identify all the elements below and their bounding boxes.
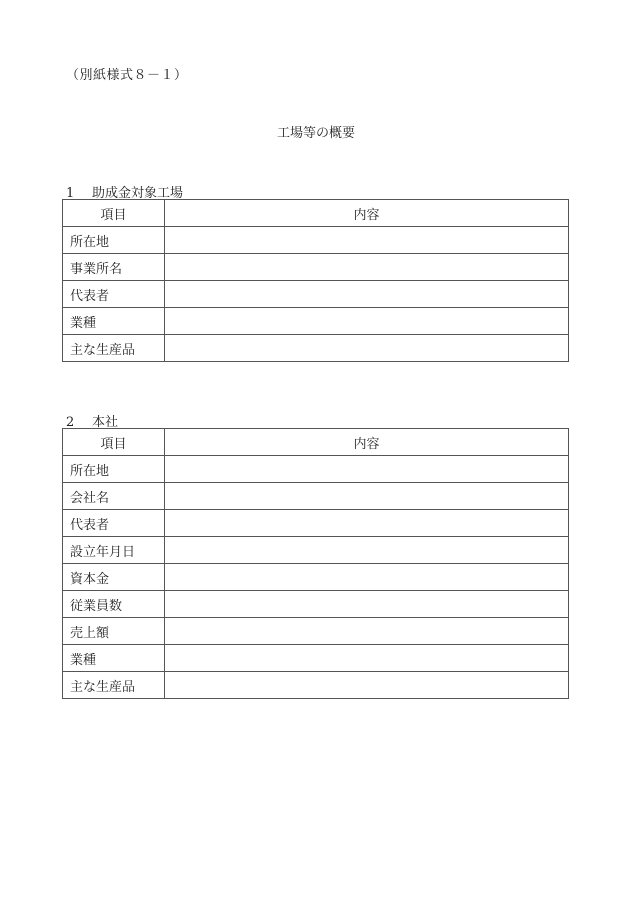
table-header-row: [63, 200, 569, 227]
row-label: 代表者: [63, 510, 165, 537]
column-header-item: 項目: [63, 429, 165, 456]
row-label: 事業所名: [63, 254, 165, 281]
column-header-content: 内容: [165, 200, 569, 227]
row-label: 業種: [63, 645, 165, 672]
table-row: [63, 564, 569, 591]
row-value-cell[interactable]: [165, 645, 569, 672]
table-row: [63, 254, 569, 281]
table-row: [63, 618, 569, 645]
table-row: [63, 335, 569, 362]
table-header-row: [63, 429, 569, 456]
row-value-cell[interactable]: [165, 618, 569, 645]
head-office-table: [62, 428, 569, 699]
table-row: [63, 456, 569, 483]
row-value-cell[interactable]: [165, 537, 569, 564]
form-id-label: （別紙様式８－１）: [66, 68, 188, 83]
row-label: 業種: [63, 308, 165, 335]
row-label: 会社名: [63, 483, 165, 510]
row-value-cell[interactable]: [165, 308, 569, 335]
row-label: 設立年月日: [63, 537, 165, 564]
section-title: 本社: [92, 415, 119, 430]
table-row: [63, 483, 569, 510]
document-title: 工場等の概要: [276, 126, 355, 141]
table-row: [63, 672, 569, 699]
row-value-cell[interactable]: [165, 254, 569, 281]
row-value-cell[interactable]: [165, 510, 569, 537]
row-value-cell[interactable]: [165, 672, 569, 699]
column-header-item: 項目: [63, 200, 165, 227]
table-row: [63, 591, 569, 618]
table-row: [63, 645, 569, 672]
table-row: [63, 510, 569, 537]
row-label: 主な生産品: [63, 335, 165, 362]
row-label: 売上額: [63, 618, 165, 645]
section-number: 2: [66, 415, 75, 430]
section-number: 1: [66, 186, 75, 201]
row-value-cell[interactable]: [165, 456, 569, 483]
row-value-cell[interactable]: [165, 591, 569, 618]
row-label: 所在地: [63, 456, 165, 483]
row-value-cell[interactable]: [165, 281, 569, 308]
row-label: 主な生産品: [63, 672, 165, 699]
column-header-content: 内容: [165, 429, 569, 456]
row-value-cell[interactable]: [165, 227, 569, 254]
table-row: [63, 537, 569, 564]
row-label: 所在地: [63, 227, 165, 254]
table-row: [63, 308, 569, 335]
section-title: 助成金対象工場: [92, 186, 184, 201]
table-row: [63, 227, 569, 254]
row-value-cell[interactable]: [165, 335, 569, 362]
row-value-cell[interactable]: [165, 564, 569, 591]
row-value-cell[interactable]: [165, 483, 569, 510]
row-label: 資本金: [63, 564, 165, 591]
row-label: 従業員数: [63, 591, 165, 618]
table-row: [63, 281, 569, 308]
target-factory-table: [62, 199, 569, 362]
row-label: 代表者: [63, 281, 165, 308]
